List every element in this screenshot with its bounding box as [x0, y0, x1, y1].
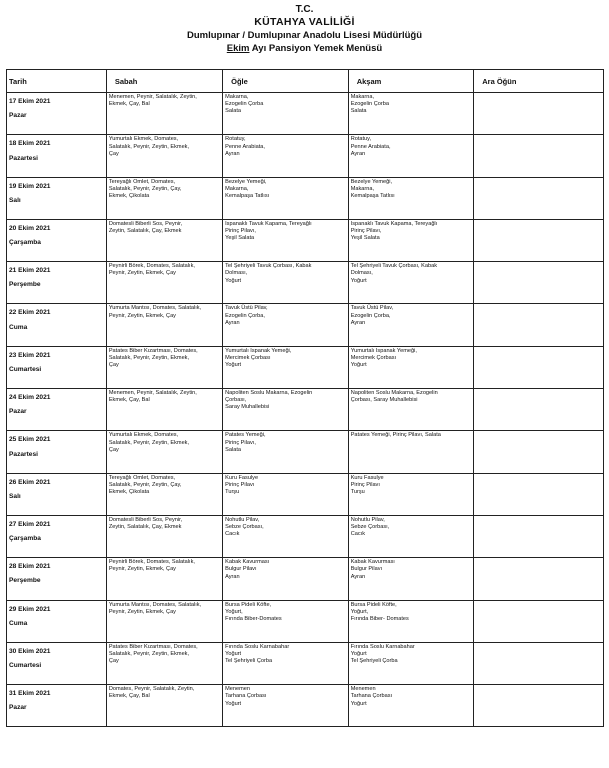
menu-item-line: Yumurtalı Ispanak Yemeği, [225, 347, 292, 354]
dinner-cell [348, 93, 474, 135]
header-title-rest: Ayı Pansiyon Yemek Menüsü [249, 43, 383, 54]
menu-item-line: Domates, Peynir, Salatalık, Zeytin, [108, 686, 195, 693]
row-weekday: Pazar [9, 408, 27, 416]
menu-item-line: Turşu [225, 489, 240, 496]
snack-cell [474, 304, 604, 346]
menu-item-line: Ekmek, Çay, Bal [108, 693, 150, 700]
table-row [7, 93, 604, 135]
menu-item-line: Tavuk Üstü Pilav, [350, 305, 394, 312]
breakfast-cell [106, 473, 222, 515]
menu-item-line: Fırında Biber-Domates [225, 615, 282, 622]
row-date: 27 Ekim 2021 [9, 520, 51, 528]
breakfast-cell [106, 431, 222, 473]
header-month: Ekim [226, 43, 250, 54]
snack-cell [474, 346, 604, 388]
menu-item-line: Çorbası, Saray Muhallebisi [350, 397, 418, 404]
menu-item-line: Fırında Biber- Domates [350, 615, 409, 622]
column-header-dinner: Akşam [348, 70, 474, 93]
breakfast-cell [106, 389, 222, 431]
dinner-cell [348, 219, 474, 261]
menu-item-line: Ekmek, Çikolata [108, 489, 150, 496]
breakfast-cell [106, 262, 222, 304]
snack-cell [474, 473, 604, 515]
dinner-cell [348, 135, 474, 177]
menu-item-line: Ayran [350, 319, 366, 326]
menu-item-line: Yumurtalı Ekmek, Domates, [108, 136, 179, 143]
menu-item-line: Cacık [225, 531, 240, 538]
menu-item-line: Bezelye Yemeği, [225, 178, 267, 185]
snack-cell [474, 600, 604, 642]
menu-item-line: Pirinç Pilavı, [225, 228, 256, 235]
breakfast-cell [106, 93, 222, 135]
lunch-cell [223, 304, 349, 346]
menu-item-line: Ayran [350, 150, 366, 157]
menu-item-line: Peynir, Zeytin, Ekmek, Çay [108, 566, 176, 573]
menu-item-line: Yoğurt [350, 277, 367, 284]
menu-item-line: Bulgur Pilavı [225, 566, 257, 573]
breakfast-cell [106, 642, 222, 684]
dinner-cell [348, 346, 474, 388]
table-row [7, 346, 604, 388]
menu-item-line: Sebze Çorbası, [350, 524, 390, 531]
dinner-cell [348, 685, 474, 727]
menu-item-line: Salatalık, Peynir, Zeytin, Ekmek, [108, 143, 190, 150]
row-weekday: Cuma [9, 619, 28, 627]
row-date: 23 Ekim 2021 [9, 351, 51, 359]
lunch-cell [223, 346, 349, 388]
row-weekday: Pazar [9, 112, 27, 120]
menu-item-line: Tereyağlı Omlet, Domates, [108, 474, 176, 481]
snack-cell [474, 262, 604, 304]
menu-item-line: Rotatuy, [225, 136, 246, 143]
menu-item-line: Menemen, Peynir, Salatalık, Zeytin, [108, 94, 197, 100]
menu-item-line: Ekmek, Çay, Bal [108, 101, 150, 108]
row-date: 19 Ekim 2021 [9, 182, 51, 190]
row-date: 25 Ekim 2021 [9, 436, 51, 444]
row-weekday: Salı [9, 196, 21, 204]
menu-item-line: Cacık [350, 531, 365, 538]
table-row [7, 177, 604, 219]
menu-item-line: Mercimek Çorbası [350, 354, 397, 361]
menu-item-line: Dolması, [350, 270, 373, 277]
row-date: 31 Ekim 2021 [9, 690, 51, 698]
lunch-cell [223, 515, 349, 557]
lunch-cell [223, 219, 349, 261]
menu-item-line: Çay [108, 658, 119, 665]
menu-item-line: Pirinç Pilavı, [225, 439, 256, 446]
menu-item-line: Yumurtalı Ispanak Yemeği, [350, 347, 417, 354]
menu-item-line: Yoğurt [225, 651, 242, 658]
snack-cell [474, 219, 604, 261]
date-cell [7, 219, 107, 261]
menu-item-line: Napoliten Soslu Makarna, Ezogelin [225, 390, 313, 397]
row-weekday: Pazar [9, 704, 27, 712]
menu-item-line: Napoliten Soslu Makarna, Ezogelin [350, 390, 438, 397]
row-weekday: Pazartesi [9, 450, 38, 458]
row-weekday: Cumartesi [9, 662, 42, 670]
menu-table [6, 69, 604, 727]
menu-item-line: Makarna, [225, 94, 249, 100]
column-header-date: Tarih [7, 70, 107, 93]
row-date: 28 Ekim 2021 [9, 563, 51, 571]
date-cell [7, 515, 107, 557]
lunch-cell [223, 431, 349, 473]
row-weekday: Çarşamba [9, 535, 41, 543]
menu-item-line: Kemalpaşa Tatlısı [225, 193, 270, 199]
date-cell [7, 389, 107, 431]
lunch-cell [223, 93, 349, 135]
row-weekday: Pazartesi [9, 154, 38, 162]
dinner-cell [348, 515, 474, 557]
table-row [7, 389, 604, 431]
document-header [0, 3, 609, 55]
menu-item-line: Peynirli Börek, Domates, Salatalık, [108, 263, 195, 270]
row-weekday: Cumartesi [9, 365, 42, 373]
menu-item-line: Kemalpaşa Tatlısı [350, 193, 395, 199]
menu-item-line: Menemen, Peynir, Salatalık, Zeytin, [108, 390, 197, 397]
table-row [7, 515, 604, 557]
lunch-cell [223, 642, 349, 684]
lunch-cell [223, 177, 349, 219]
menu-item-line: Salatalık, Peynir, Zeytin, Ekmek, [108, 354, 190, 361]
header-governorship: KÜTAHYA VALİLİĞİ [254, 16, 355, 28]
menu-item-line: Ezogelin Çorba, [350, 312, 391, 319]
menu-item-line: Peynir, Zeytin, Ekmek, Çay [108, 608, 176, 615]
menu-item-line: Tel Şehriyeli Tavuk Çorbası, Kabak [350, 263, 438, 270]
menu-item-line: Ezogelin Çorba [225, 101, 264, 108]
menu-item-line: Yoğurt, [350, 608, 369, 615]
menu-item-line: Yoğurt [225, 277, 242, 284]
menu-item-line: Tarhana Çorbası [350, 693, 393, 700]
menu-item-line: Tereyağlı Omlet, Domates, [108, 178, 176, 185]
menu-item-line: Yeşil Salata [225, 235, 255, 242]
table-row [7, 431, 604, 473]
menu-item-line: Patates Biber Kızartması, Domates, [108, 643, 198, 650]
menu-item-line: Ayran [225, 573, 240, 580]
menu-item-line: Saray Muhallebisi [225, 404, 270, 411]
menu-item-line: Tel Şehriyeli Çorba [225, 658, 273, 665]
menu-item-line: Bulgur Pilavı [350, 566, 383, 573]
menu-item-line: Fırında Soslu Karnabahar [225, 643, 290, 650]
row-date: 22 Ekim 2021 [9, 309, 51, 317]
dinner-cell [348, 642, 474, 684]
menu-item-line: Yoğurt [225, 362, 242, 369]
dinner-cell [348, 431, 474, 473]
lunch-cell [223, 389, 349, 431]
row-date: 18 Ekim 2021 [9, 140, 51, 148]
menu-item-line: Dolması, [225, 270, 248, 277]
menu-item-line: Ekmek, Çay, Bal [108, 397, 150, 404]
date-cell [7, 642, 107, 684]
breakfast-cell [106, 515, 222, 557]
row-date: 21 Ekim 2021 [9, 267, 51, 275]
breakfast-cell [106, 304, 222, 346]
header-school: Dumlupınar / Dumlupınar Anadolu Lisesi Müdürlüğü [186, 30, 423, 41]
menu-item-line: Salata [350, 108, 367, 115]
dinner-cell [348, 177, 474, 219]
table-row [7, 642, 604, 684]
menu-item-line: Penne Arabiata, [225, 143, 265, 150]
menu-item-line: Ispanaklı Tavuk Kapama, Tereyağlı [225, 220, 312, 227]
menu-item-line: Ezogelin Çorba, [225, 312, 265, 319]
menu-item-line: Zeytin, Salatalık, Çay, Ekmek [108, 524, 182, 531]
menu-item-line: Patates Biber Kızartması, Domates, [108, 347, 198, 354]
menu-item-line: Kabak Kavurması [225, 559, 270, 566]
date-cell [7, 177, 107, 219]
row-weekday: Salı [9, 492, 21, 500]
date-cell [7, 262, 107, 304]
row-weekday: Cuma [9, 323, 28, 331]
menu-item-line: Domatesli Biberli Sos, Peynir, [108, 220, 183, 227]
menu-item-line: Peynir, Zeytin, Ekmek, Çay [108, 312, 176, 319]
menu-item-line: Çay [108, 362, 119, 369]
menu-item-line: Bursa Pideli Köfte, [225, 601, 272, 608]
table-row [7, 262, 604, 304]
menu-item-line: Zeytin, Salatalık, Çay, Ekmek [108, 228, 182, 235]
dinner-cell [348, 389, 474, 431]
snack-cell [474, 515, 604, 557]
lunch-cell [223, 135, 349, 177]
lunch-cell [223, 685, 349, 727]
snack-cell [474, 642, 604, 684]
dinner-cell [348, 558, 474, 600]
date-cell [7, 685, 107, 727]
column-header-breakfast: Sabah [106, 70, 222, 93]
breakfast-cell [106, 135, 222, 177]
menu-table-body [7, 93, 604, 727]
breakfast-cell [106, 346, 222, 388]
menu-item-line: Fırında Soslu Karnabahar [350, 643, 415, 650]
snack-cell [474, 93, 604, 135]
breakfast-cell [106, 685, 222, 727]
menu-item-line: Ayran [225, 319, 240, 326]
menu-item-line: Sebze Çorbası, [225, 524, 264, 531]
menu-item-line: Çay [108, 446, 119, 453]
snack-cell [474, 685, 604, 727]
menu-item-line: Tavuk Üstü Pilav, [225, 305, 268, 312]
menu-item-line: Kuru Fasulye [225, 474, 259, 481]
menu-item-line: Ispanaklı Tavuk Kapama, Tereyağlı [350, 220, 438, 227]
menu-item-line: Yumurta Mantısı, Domates, Salatalık, [108, 601, 202, 608]
menu-item-line: Tel Şehriyeli Tavuk Çorbası, Kabak [225, 263, 312, 270]
date-cell [7, 304, 107, 346]
menu-item-line: Salata [225, 108, 241, 115]
column-header-snack: Ara Öğün [474, 70, 604, 93]
menu-item-line: Makarna, [350, 185, 375, 192]
dinner-cell [348, 304, 474, 346]
menu-item-line: Turşu [350, 489, 365, 496]
table-header-row [7, 70, 604, 93]
date-cell [7, 135, 107, 177]
menu-item-line: Ekmek, Çikolata [108, 193, 150, 199]
menu-item-line: Salatalık, Peynir, Zeytin, Çay, [108, 185, 182, 192]
menu-item-line: Makarna, [225, 185, 249, 192]
menu-item-line: Yoğurt [350, 362, 367, 369]
row-date: 26 Ekim 2021 [9, 478, 51, 486]
menu-item-line: Ayran [225, 150, 240, 157]
menu-item-line: Salata [225, 446, 241, 453]
menu-item-line: Pirinç Pilavı [350, 481, 380, 488]
menu-item-line: Pirinç Pilavı, [350, 228, 382, 235]
date-cell [7, 558, 107, 600]
menu-item-line: Kuru Fasulye [350, 474, 384, 481]
menu-item-line: Çorbası, [225, 397, 247, 404]
header-country: T.C. [295, 4, 314, 15]
row-date: 17 Ekim 2021 [9, 98, 51, 105]
row-date: 24 Ekim 2021 [9, 394, 51, 402]
dinner-cell [348, 262, 474, 304]
row-date: 30 Ekim 2021 [9, 647, 51, 655]
table-row [7, 219, 604, 261]
menu-item-line: Rotatuy, [350, 136, 372, 143]
breakfast-cell [106, 219, 222, 261]
menu-item-line: Makarna, [350, 94, 375, 100]
dinner-cell [348, 473, 474, 515]
menu-item-line: Tel Şehriyeli Çorba [350, 658, 398, 665]
menu-item-line: Peynir, Zeytin, Ekmek, Çay [108, 270, 176, 277]
table-row [7, 685, 604, 727]
table-row [7, 304, 604, 346]
menu-item-line: Mercimek Çorbası [225, 354, 271, 361]
date-cell [7, 431, 107, 473]
menu-item-line: Domatesli Biberli Sos, Peynir, [108, 516, 183, 523]
menu-item-line: Yumurta Mantısı, Domates, Salatalık, [108, 305, 202, 312]
menu-item-line: Yoğurt [225, 700, 242, 707]
dinner-cell [348, 600, 474, 642]
table-row [7, 558, 604, 600]
snack-cell [474, 135, 604, 177]
snack-cell [474, 177, 604, 219]
snack-cell [474, 431, 604, 473]
table-row [7, 135, 604, 177]
menu-item-line: Salatalık, Peynir, Zeytin, Ekmek, [108, 651, 190, 658]
row-weekday: Çarşamba [9, 239, 41, 247]
row-weekday: Perşembe [9, 281, 41, 289]
menu-item-line: Menemen [225, 686, 250, 693]
header-menu-title [0, 42, 609, 55]
menu-item-line: Ezogelin Çorba [350, 101, 389, 108]
row-date: 20 Ekim 2021 [9, 224, 51, 232]
row-weekday: Perşembe [9, 577, 41, 585]
menu-item-line: Yumurtalı Ekmek, Domates, [108, 432, 179, 439]
menu-item-line: Penne Arabiata, [350, 143, 391, 150]
lunch-cell [223, 558, 349, 600]
menu-item-line: Pirinç Pilavı [225, 481, 255, 488]
lunch-cell [223, 473, 349, 515]
menu-item-line: Çay [108, 150, 119, 157]
menu-item-line: Patates Yemeği, [225, 432, 266, 439]
menu-item-line: Tarhana Çorbası [225, 693, 267, 700]
date-cell [7, 600, 107, 642]
menu-item-line: Patates Yemeği, Pirinç Pilavı, Salata [350, 432, 441, 439]
date-cell [7, 473, 107, 515]
column-header-lunch: Öğle [223, 70, 349, 93]
menu-item-line: Ayran [350, 573, 366, 580]
date-cell [7, 346, 107, 388]
menu-item-line: Bezelye Yemeği, [350, 178, 393, 185]
menu-item-line: Yoğurt, [225, 608, 243, 615]
menu-item-line: Nohutlu Pilav, [225, 516, 260, 523]
menu-item-line: Salatalık, Peynir, Zeytin, Çay, [108, 481, 182, 488]
menu-item-line: Yoğurt [350, 651, 367, 658]
breakfast-cell [106, 558, 222, 600]
snack-cell [474, 389, 604, 431]
menu-item-line: Peynirli Börek, Domates, Salatalık, [108, 559, 195, 566]
menu-item-line: Menemen [350, 686, 376, 693]
lunch-cell [223, 262, 349, 304]
menu-item-line: Salatalık, Peynir, Zeytin, Ekmek, [108, 439, 190, 446]
table-row [7, 473, 604, 515]
snack-cell [474, 558, 604, 600]
row-date: 29 Ekim 2021 [9, 605, 51, 613]
menu-item-line: Yeşil Salata [350, 235, 380, 242]
lunch-cell [223, 600, 349, 642]
menu-item-line: Kabak Kavurması [350, 559, 395, 566]
table-row [7, 600, 604, 642]
breakfast-cell [106, 600, 222, 642]
breakfast-cell [106, 177, 222, 219]
menu-item-line: Bursa Pideli Köfte, [350, 601, 397, 608]
menu-item-line: Yoğurt [350, 700, 367, 707]
menu-item-line: Nohutlu Pilav, [350, 516, 385, 523]
date-cell [7, 93, 107, 135]
